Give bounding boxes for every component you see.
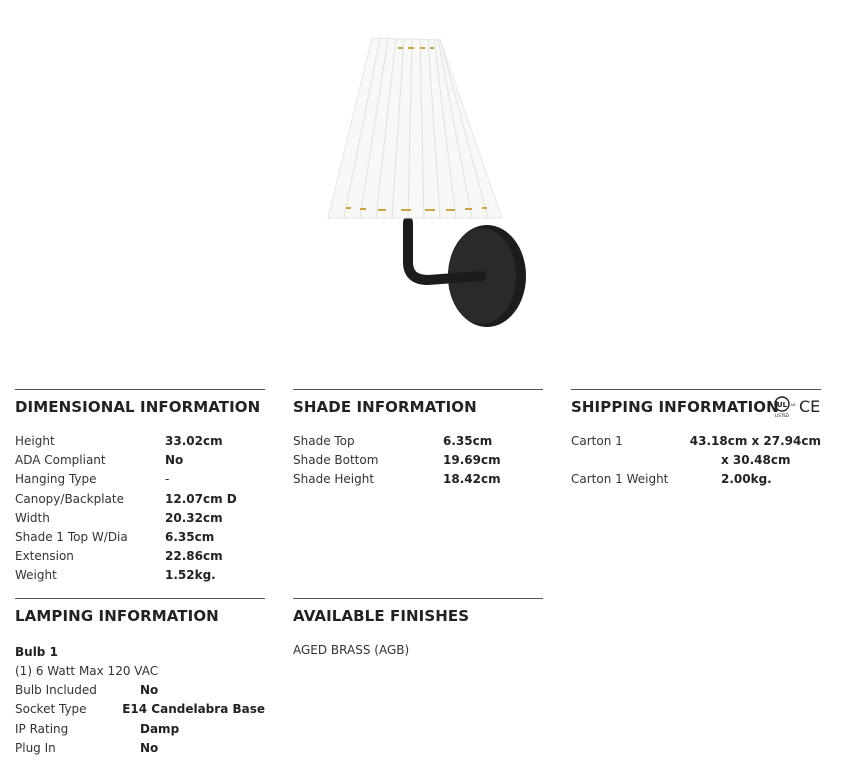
spec-row — [15, 566, 265, 585]
spec-label: Width — [15, 510, 50, 525]
spec-value: 19.69cm — [443, 453, 501, 468]
spec-value: No — [165, 453, 184, 468]
ul-listed-text: LISTED — [775, 413, 789, 418]
spec-label: Shade 1 Top W/Dia — [15, 529, 128, 544]
ce-mark-icon — [799, 397, 820, 416]
section-title: SHIPPING INFORMATION — [571, 398, 779, 416]
spec-row — [15, 547, 265, 566]
spec-value: 33.02cm — [165, 434, 223, 448]
ce-text: CE — [799, 397, 821, 416]
spec-row — [15, 509, 265, 528]
spec-label: Shade Bottom — [293, 453, 379, 468]
pleated-shade — [328, 38, 502, 218]
spec-label: Height — [15, 434, 55, 448]
section-title: SHADE INFORMATION — [293, 398, 477, 416]
spec-row — [293, 432, 543, 451]
spec-value: E14 Candelabra Base — [122, 702, 265, 717]
divider — [571, 389, 821, 390]
section-title: DIMENSIONAL INFORMATION — [15, 398, 261, 416]
spec-value: Damp — [140, 721, 180, 736]
spec-value: No — [140, 740, 159, 755]
spec-row — [293, 470, 543, 489]
spec-row — [15, 739, 265, 758]
section-title: LAMPING INFORMATION — [15, 607, 219, 625]
divider — [15, 389, 265, 390]
spec-row — [571, 432, 821, 451]
spec-value: 43.18cm x 27.94cm — [689, 434, 821, 448]
spec-row-continued — [571, 451, 821, 470]
spec-row — [293, 451, 543, 470]
spec-label: ADA Compliant — [15, 453, 106, 468]
spec-value: 2.00kg. — [721, 472, 772, 487]
ul-listed-icon — [775, 397, 796, 418]
spec-row — [15, 490, 265, 509]
wall-sconce-image — [300, 30, 560, 340]
ul-text: UL — [776, 401, 788, 409]
spec-row — [15, 451, 265, 470]
dimensional-section — [15, 389, 265, 586]
spec-row — [571, 470, 821, 489]
spec-value: No — [140, 683, 159, 698]
spec-value: x 30.48cm — [721, 453, 791, 468]
bulb-title: Bulb 1 — [15, 645, 58, 659]
shade-section — [293, 389, 543, 490]
spec-row — [15, 470, 265, 489]
spec-row — [15, 432, 265, 451]
spec-label: Bulb Included — [15, 683, 97, 698]
svg-text:us: us — [791, 402, 796, 407]
spec-value: 6.35cm — [443, 434, 493, 448]
section-title: AVAILABLE FINISHES — [293, 607, 470, 625]
spec-label: Weight — [15, 568, 57, 583]
bulb-description: (1) 6 Watt Max 120 VAC — [15, 664, 159, 678]
spec-label: Canopy/Backplate — [15, 491, 124, 506]
spec-label: Plug In — [15, 740, 56, 755]
spec-value: 12.07cm D — [165, 491, 237, 506]
spec-value: 1.52kg. — [165, 568, 216, 583]
spec-value: 22.86cm — [165, 549, 223, 564]
spec-label: Hanging Type — [15, 472, 97, 487]
spec-value: 6.35cm — [165, 529, 215, 544]
spec-label: Socket Type — [15, 702, 87, 717]
spec-label: Carton 1 — [571, 434, 623, 448]
spec-label: IP Rating — [15, 721, 69, 736]
spec-value: - — [165, 472, 170, 487]
spec-label: Shade Height — [293, 472, 375, 487]
spec-label: Extension — [15, 549, 74, 564]
spec-row — [15, 720, 265, 739]
certification-marks — [773, 396, 829, 418]
divider — [293, 389, 543, 390]
spec-row — [15, 681, 265, 700]
spec-row — [15, 700, 265, 719]
spec-value: 20.32cm — [165, 510, 223, 525]
spec-label: Shade Top — [293, 434, 355, 448]
spec-label: Carton 1 Weight — [571, 472, 669, 487]
finish-item: AGED BRASS (AGB) — [293, 643, 410, 657]
divider — [15, 598, 265, 599]
finishes-section — [293, 598, 543, 660]
divider — [293, 598, 543, 599]
spec-row — [15, 528, 265, 547]
lamping-section — [15, 598, 265, 758]
spec-value: 18.42cm — [443, 472, 501, 487]
